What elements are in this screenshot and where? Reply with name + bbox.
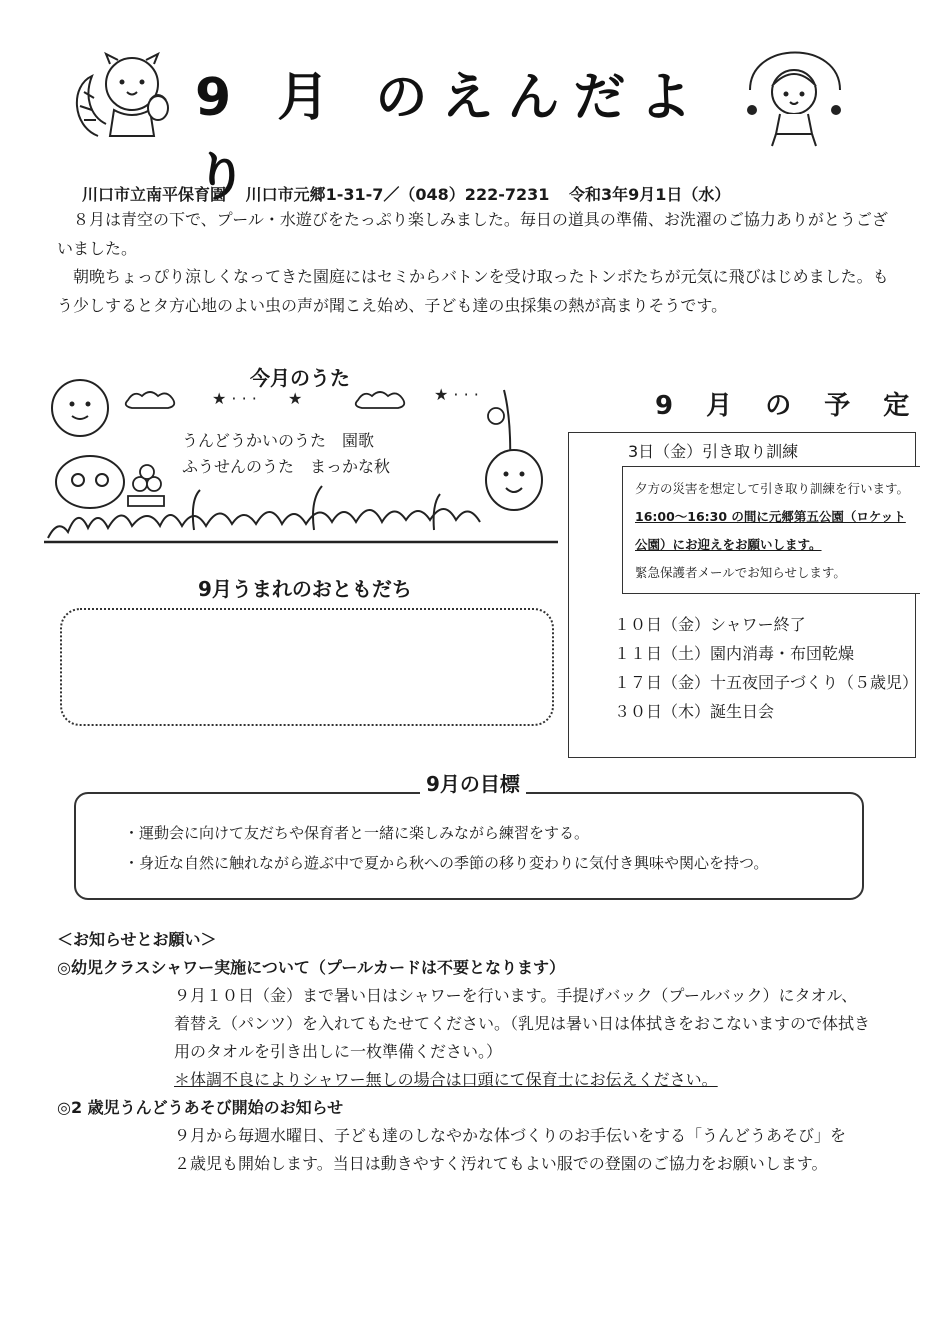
goal-item: ・運動会に向けて友だちや保育者と一緒に楽しみながら練習をする。	[124, 824, 590, 842]
songs-list	[182, 428, 390, 480]
schedule-item: ３０日（木）誕生日会	[614, 702, 775, 721]
birthday-title: 9月うまれのおともだち	[198, 577, 412, 601]
schedule-item: １１日（土）園内消毒・布団乾燥	[614, 644, 855, 663]
drill-callout	[622, 466, 920, 594]
birthday-box	[60, 608, 554, 726]
notices-section	[57, 926, 917, 1178]
nursery-name: 川口市立南平保育園	[82, 185, 227, 204]
goal-item: ・身近な自然に触れながら遊ぶ中で夏から秋への季節の移り変わりに気付き興味や関心を持つ。	[124, 854, 769, 872]
intro-paragraph: 朝晩ちょっぴり涼しくなってきた園庭にはセミからバトンを受け取ったトンボたちが元気に飛びはじめました。もう少しするとタ方心地のよい虫の声が聞こえ始め、子ども達の虫採集の熱が高まりそうです。	[57, 267, 889, 315]
child-jump-rope-illustration	[740, 40, 850, 150]
intro-paragraph: ８月は青空の下で、プール・水遊びをたっぷり楽しみました。毎日の道具の準備、お洗濯のご協力ありがとうございました。	[57, 210, 888, 258]
undou-title: ◎2 歳児うんどうあそび開始のお知らせ	[57, 1098, 344, 1117]
schedule-item: １７日（金）十五夜団子づくり（５歳児）	[614, 673, 919, 692]
squirrel-illustration	[70, 46, 180, 146]
page-title: 9 月 のえんだより	[195, 68, 706, 208]
svg-text:★ · · ·: ★ · · ·	[212, 389, 257, 408]
shower-title: ◎幼児クラスシャワー実施について（プールカードは不要となります）	[57, 958, 566, 977]
schedule-title: 9 月 の 予 定	[655, 391, 922, 421]
svg-text:★ · · ·: ★ · · ·	[434, 385, 479, 404]
schedule-item: １０日（金）シャワー終了	[614, 615, 806, 634]
callout-line: 16:00～16:30 の間に元郷第五公園（ロケット	[635, 509, 906, 524]
notices-heading: ＜お知らせとお願い＞	[57, 930, 217, 949]
nursery-address: 川口市元郷1-31-7／（048）222-7231	[245, 185, 550, 204]
undou-line: ９月から毎週水曜日、子ども達のしなやかな体づくりのお手伝いをする「うんどうあそび」を	[174, 1126, 847, 1145]
callout-line: 緊急保護者メールでお知らせします。	[635, 565, 846, 580]
schedule-item-first: 3日（金）引き取り訓練	[628, 442, 799, 461]
nursery-info	[82, 182, 902, 208]
issue-date: 令和3年9月1日（水）	[568, 185, 731, 204]
undou-line: ２歳児も開始します。当日は動きやすく汚れてもよい服での登園のご協力をお願いします。	[174, 1154, 828, 1173]
callout-line: 公園）にお迎えをお願いします。	[635, 537, 822, 552]
schedule-list	[614, 610, 918, 726]
songs-title: 今月のうた	[250, 366, 350, 390]
svg-text:★: ★	[288, 389, 303, 408]
shower-line: ９月１０日（金）まで暑い日はシャワーを行います。手提げバック（プールバック）にタオル、	[174, 986, 858, 1005]
goals-title: 9月の目標	[420, 768, 526, 797]
shower-line: 着替え（パンツ）を入れてもたせてください。（乳児は暑い日は体拭きをおこないますので体拭き	[174, 1014, 871, 1033]
shower-note: ＊体調不良によりシャワー無しの場合は口頭にて保育士にお伝えください。	[174, 1070, 718, 1089]
shower-line: 用のタオルを引き出しに一枚準備ください。）	[174, 1042, 503, 1061]
song-line: ふうせんのうた まっかな秋	[182, 457, 391, 476]
callout-line: 夕方の災害を想定して引き取り訓練を行います。	[635, 481, 910, 496]
song-line: うんどうかいのうた 園歌	[182, 431, 375, 450]
intro-text	[57, 206, 897, 320]
goals-box	[74, 792, 864, 900]
